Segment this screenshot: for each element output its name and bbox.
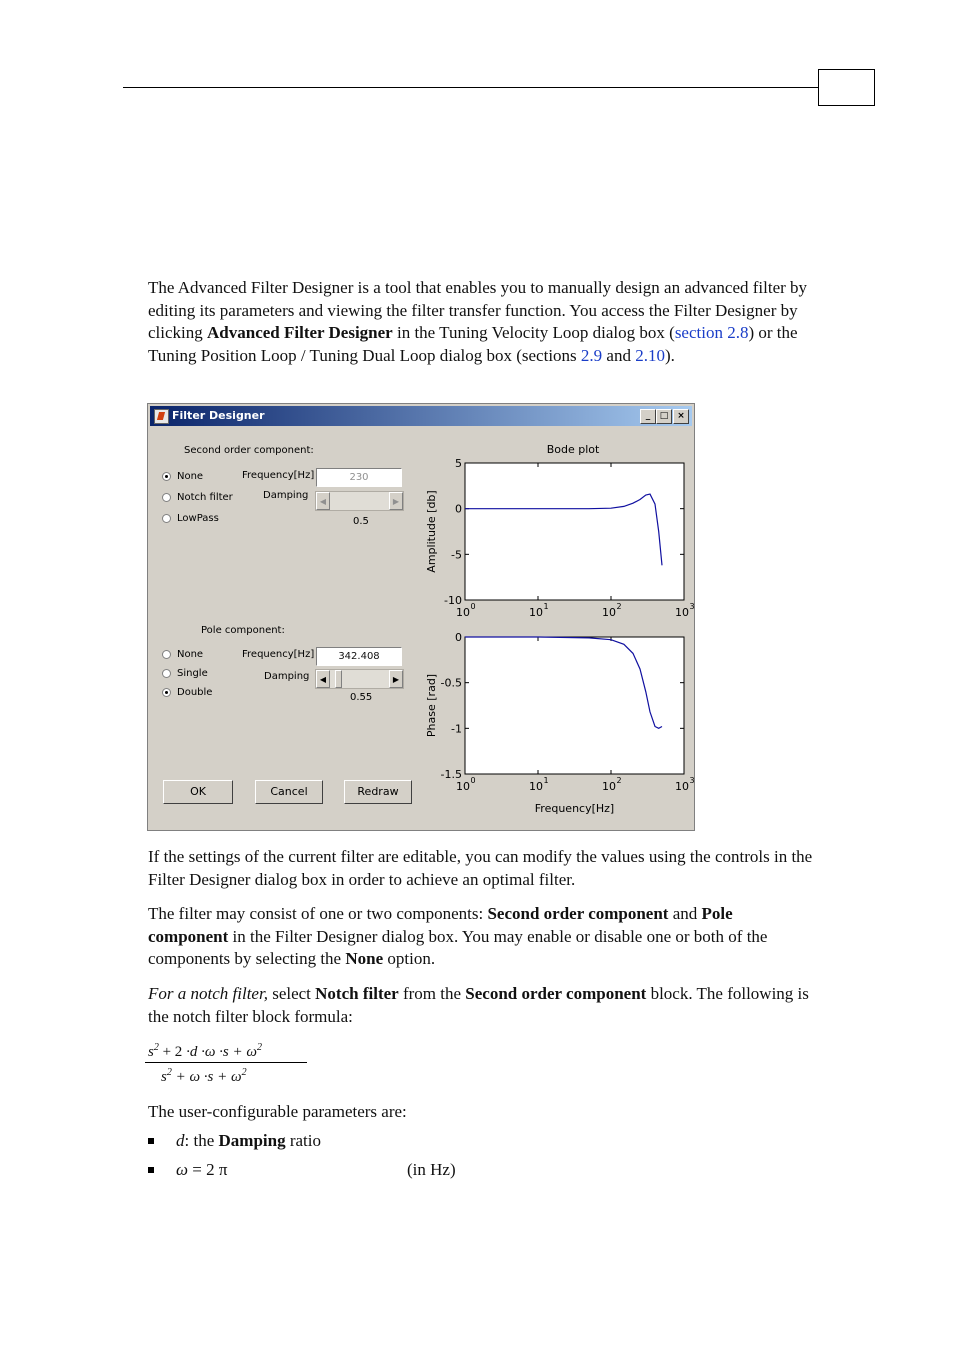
amplitude-ytick-label: -10 [444,594,462,607]
phase-xtick-exponent: 2 [616,776,622,785]
pole-damping-slider[interactable] [315,669,404,689]
slider-right-arrow-icon[interactable]: ▶ [389,670,403,688]
formula-term: s [148,1044,154,1060]
amplitude-ytick-label: 5 [455,457,462,470]
intro-bold: Advanced Filter Designer [207,323,393,342]
amplitude-xtick-exponent: 2 [616,602,622,611]
section-2-8-link[interactable]: section 2.8 [674,323,749,342]
params-intro-text: The user-configurable parameters are: [148,1102,407,1121]
para-editable-text: If the settings of the current filter are editable, you can modify the values using the controls in the Filter Designer dialog box in order to achieve an optimal filter. [148,847,813,889]
notch-paragraph [148,983,813,1028]
phase-ylabel: Phase [rad] [425,673,438,738]
section-2-10-link[interactable]: 2.10 [635,345,665,365]
para-text: select [267,984,316,1003]
second-order-none-radio[interactable] [162,472,171,481]
intro-text: ) or the Tuning Position Loop / Tuning Dual Loop dialog box (sections [148,323,798,365]
close-button[interactable]: × [673,409,689,424]
redraw-button[interactable]: Redraw [344,780,412,804]
pole-damping-label: Damping [264,671,310,682]
formula-term: + 2 [158,1044,187,1060]
para-italic: For a notch filter, [148,984,268,1003]
editable-paragraph [148,846,813,891]
bullet-damping [176,1130,841,1153]
bullet-text: = 2 π [188,1160,228,1179]
filter-designer-dialog [147,403,695,831]
phase-xtick-label: 10 [456,780,470,793]
amplitude-axes [465,463,684,600]
second-order-notch-label: Notch filter [177,492,233,503]
intro-text: The Advanced Filter Designer is a tool that enables you to manually design an advanced filter by editing its parameters and viewing the filter transfer function. You access the Filter Designer by clicking [148,278,808,342]
intro-text: and [602,345,636,365]
bode-plot [398,432,698,832]
pole-single-radio[interactable] [162,669,171,678]
para-text: in the Filter Designer dialog box. You may enable or disable one or both of the components by selecting the [148,926,768,968]
amplitude-xtick-exponent: 1 [543,602,549,611]
bullet-text: (in Hz) [407,1160,456,1179]
formula-denominator [161,1067,247,1086]
intro-text: ). [664,345,675,365]
second-order-damping-slider[interactable] [315,491,404,511]
amplitude-xtick-label: 10 [602,606,616,619]
phase-ytick-label: -1 [451,722,462,736]
second-order-heading: Second order component: [184,445,314,456]
phase-axes [465,637,684,774]
phase-xtick-exponent: 3 [689,776,695,785]
second-order-lowpass-label: LowPass [177,513,219,524]
slider-thumb[interactable] [335,670,342,688]
second-order-frequency-input[interactable]: 230 [316,468,402,487]
amplitude-xtick-exponent: 0 [470,602,476,611]
para-bold: Second order component [487,904,669,923]
phase-xtick-label: 10 [675,780,689,793]
pole-single-label: Single [177,668,208,679]
para-bold: None [345,949,384,968]
amplitude-ytick-label: 0 [455,502,462,516]
formula-term: ·d ·ω ·s + ω [186,1044,257,1060]
para-text: The filter may consist of one or two components: [148,904,488,923]
phase-ytick-label: -1.5 [440,768,462,781]
phase-xtick-exponent: 1 [543,776,549,785]
second-order-lowpass-radio[interactable] [162,514,171,523]
bullet-var: d [176,1131,185,1150]
params-intro [148,1101,813,1124]
formula-term: + ω ·s + ω [171,1069,242,1085]
phase-xtick-label: 10 [602,780,616,793]
phase-ytick-label: 0 [455,631,462,644]
formula-term: 2 [241,1067,247,1078]
second-order-damping-label: Damping [263,490,309,501]
amplitude-xtick-label: 10 [529,606,543,619]
slider-left-arrow-icon[interactable]: ◀ [316,492,330,510]
second-order-frequency-label: Frequency[Hz] [242,470,315,481]
para-text: and [668,904,702,923]
second-order-notch-radio[interactable] [162,493,171,502]
matlab-icon [154,409,169,424]
bullet-text: : the [184,1131,219,1150]
bullet-icon [148,1167,154,1173]
dialog-titlebar [150,406,692,426]
second-order-none-label: None [177,471,204,482]
para-text: from the [398,984,466,1003]
amplitude-ytick-label: -5 [451,548,462,562]
bullet-var: ω [176,1160,189,1179]
amplitude-xtick-label: 10 [456,606,470,619]
bullet-omega-unit [407,1159,527,1182]
page-number-box [818,69,875,106]
formula-term: 2 [153,1042,159,1053]
bullet-bold: Damping [218,1131,286,1150]
phase-xtick-label: 10 [529,780,543,793]
para-bold: Second order component [465,984,647,1003]
bullet-icon [148,1138,154,1144]
amplitude-xtick-exponent: 3 [689,602,695,611]
para-bold: Pole component [148,904,733,946]
slider-left-arrow-icon[interactable]: ◀ [316,670,330,688]
header-rule [123,87,818,88]
pole-none-label: None [177,649,204,660]
bode-xlabel: Frequency[Hz] [534,802,615,815]
bullet-text: ratio [285,1131,321,1150]
pole-double-radio[interactable] [162,688,171,697]
formula-numerator [148,1042,262,1061]
amplitude-ylabel: Amplitude [db] [425,490,438,573]
formula-term: s [161,1069,167,1085]
pole-frequency-input[interactable]: 342.408 [316,647,402,666]
intro-paragraph [148,277,813,367]
ok-button[interactable]: OK [163,780,233,804]
maximize-button[interactable]: □ [656,409,672,424]
pole-frequency-label: Frequency[Hz] [242,649,315,660]
pole-heading: Pole component: [201,625,285,636]
intro-text: in the Tuning Velocity Loop dialog box ( [392,323,675,342]
slider-right-arrow-icon[interactable]: ▶ [389,492,403,510]
second-order-damping-value: 0.5 [353,516,369,527]
minimize-button[interactable]: _ [640,409,656,424]
amplitude-xtick-label: 10 [675,606,689,619]
phase-xtick-exponent: 0 [470,776,476,785]
cancel-button[interactable]: Cancel [255,780,323,804]
bode-title: Bode plot [546,443,600,456]
section-2-9-link[interactable]: 2.9 [580,345,603,365]
pole-none-radio[interactable] [162,650,171,659]
dialog-title: Filter Designer [172,409,265,422]
pole-double-label: Double [177,687,213,698]
formula-term: 2 [166,1067,172,1078]
para-text: block. The following is the notch filter block formula: [148,984,809,1026]
fraction-bar [145,1062,307,1063]
components-paragraph [148,903,813,971]
para-bold: Notch filter [315,984,399,1003]
para-text: option. [383,949,436,968]
phase-ytick-label: -0.5 [440,676,462,690]
pole-damping-value: 0.55 [350,692,373,703]
formula-term: 2 [256,1042,262,1053]
